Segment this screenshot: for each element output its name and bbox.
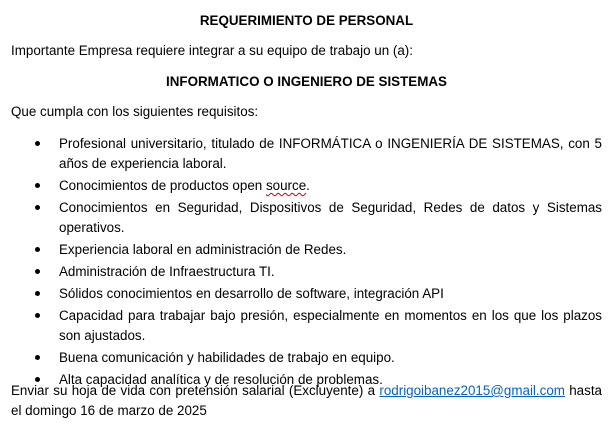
list-item [11, 306, 602, 346]
document-title: REQUERIMIENTO DE PERSONAL [199, 13, 414, 28]
bullet-icon [35, 141, 40, 146]
intro-text: Importante Empresa requiere integrar a su equipo de trabajo un (a): [11, 43, 413, 58]
requirements-list [11, 134, 602, 392]
footer-text-end: hasta el domingo 16 de marzo de 2025 [11, 383, 602, 418]
bullet-icon [35, 269, 40, 274]
footer-text-start: Enviar su hoja de vida con pretensión salarial (Excluyente) a [11, 383, 380, 398]
list-item [11, 284, 602, 304]
requirement-text: Alta capacidad analítica y de resolución de problemas. [59, 372, 383, 387]
requirement-text-start: Conocimientos de productos open [59, 178, 266, 193]
list-item [11, 348, 602, 368]
bullet-icon [35, 183, 40, 188]
requirement-text: Administración de Infraestructura TI. [59, 264, 275, 279]
requirement-text: Sólidos conocimientos en desarrollo de software, integración API [59, 286, 444, 301]
bullet-icon [35, 291, 40, 296]
requirement-text: Conocimientos en Seguridad, Dispositivos de Seguridad, Redes de datos y Sistemas operativos. [59, 200, 602, 235]
bullet-icon [35, 205, 40, 210]
requirement-text [59, 176, 602, 196]
email-link[interactable]: rodrigoibanez2015@gmail.com [379, 383, 565, 398]
list-item [11, 240, 602, 260]
bullet-icon [35, 355, 40, 360]
list-item [11, 134, 602, 174]
list-item [11, 262, 602, 282]
requirement-text: Experiencia laboral en administración de Redes. [59, 242, 347, 257]
misspelled-word[interactable]: source [265, 178, 307, 193]
bullet-icon [35, 247, 40, 252]
requirement-text: Capacidad para trabajar bajo presión, especialmente en momentos en los que los plazos son ajustados. [59, 308, 602, 343]
bullet-icon [35, 313, 40, 318]
requirements-intro: Que cumpla con los siguientes requisitos: [11, 104, 259, 119]
requirement-text: Buena comunicación y habilidades de trabajo en equipo. [59, 350, 395, 365]
requirement-text: Profesional universitario, titulado de INFORMÁTICA o INGENIERÍA DE SISTEMAS, con 5 años de experiencia laboral. [59, 136, 602, 171]
list-item [11, 198, 602, 238]
requirement-text-end: . [306, 178, 310, 193]
list-item [11, 176, 602, 196]
position-title: INFORMATICO O INGENIERO DE SISTEMAS [166, 74, 447, 89]
application-instructions [11, 381, 602, 421]
